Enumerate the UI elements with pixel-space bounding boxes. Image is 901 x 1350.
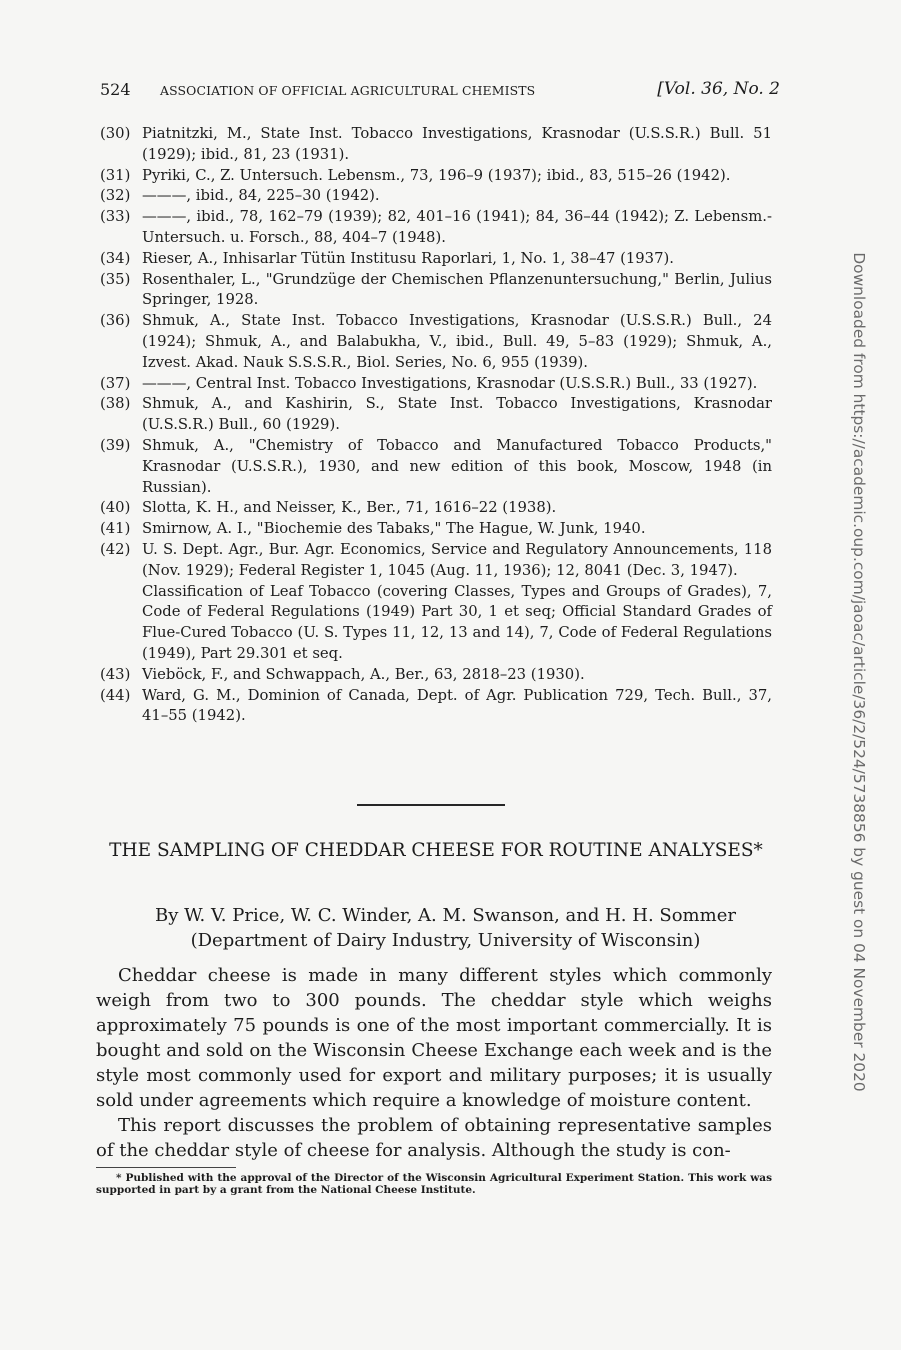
reference-text: ———, ibid., 84, 225–30 (1942).	[142, 187, 380, 205]
section-divider	[357, 804, 505, 806]
reference-item	[100, 374, 772, 395]
reference-number: (32)	[100, 187, 131, 205]
journal-title: ASSOCIATION OF OFFICIAL AGRICULTURAL CHEMISTS	[160, 83, 536, 98]
reference-item	[100, 519, 772, 540]
reference-item	[100, 498, 772, 519]
reference-number: (34)	[100, 249, 131, 267]
reference-number: (41)	[100, 520, 131, 538]
reference-item	[100, 186, 772, 207]
reference-number: (39)	[100, 436, 131, 454]
reference-item	[100, 124, 772, 166]
reference-item	[100, 311, 772, 373]
reference-text: Shmuk, A., "Chemistry of Tobacco and Manufactured Tobacco Products," Krasnodar (U.S.S.R.), 1930, and new edition of this book, Moscow, 1948 (in Russian).	[142, 436, 772, 496]
download-watermark	[844, 252, 874, 1092]
reference-item	[100, 394, 772, 436]
reference-text: Ward, G. M., Dominion of Canada, Dept. of Agr. Publication 729, Tech. Bull., 37, 41–55 (1942).	[142, 686, 772, 725]
reference-item	[100, 436, 772, 498]
reference-text: Pyriki, C., Z. Untersuch. Lebensm., 73, 196–9 (1937); ibid., 83, 515–26 (1942).	[142, 166, 731, 184]
reference-number: (30)	[100, 125, 131, 142]
body-paragraph: Cheddar cheese is made in many different styles which commonly weigh from two to 300 pounds. The cheddar style which weighs approximately 75 pounds is one of the most important commercially. It is bought and sold on the Wisconsin Cheese Exchange each week and is the style most commonly used for export and military purposes; it is usually sold under agreements which require a knowledge of moisture content.	[96, 965, 772, 1111]
reference-item	[100, 166, 772, 187]
reference-number: (31)	[100, 166, 131, 184]
article-byline: By W. V. Price, W. C. Winder, A. M. Swanson, and H. H. Sommer (Department of Dairy Industry, University of Wisconsin)	[155, 905, 736, 951]
body-paragraph: This report discusses the problem of obtaining representative samples of the cheddar style of cheese for analysis. Although the study is con-	[96, 1115, 772, 1161]
reference-subtext: Classification of Leaf Tobacco (covering Classes, Types and Groups of Grades), 7, Code of Federal Regulations (1949) Part 30, 1 et seq; Official Standard Grades of Flue-Cured Tobacco (U. S. Types 11, 12, 13 and 14), 7, Code of Federal Regulations (1949), Part 29.301 et seq.	[142, 582, 772, 662]
reference-text: U. S. Dept. Agr., Bur. Agr. Economics, Service and Regulatory Announcements, 118 (Nov. 1929); Federal Register 1, 1045 (Aug. 11, 1936); 12, 8041 (Dec. 3, 1947).	[142, 540, 772, 579]
reference-number: (33)	[100, 208, 131, 226]
reference-text: Shmuk, A., and Kashirin, S., State Inst. Tobacco Investigations, Krasnodar (U.S.S.R.) Bull., 60 (1929).	[142, 395, 772, 434]
reference-number: (42)	[100, 540, 131, 558]
reference-item	[100, 540, 772, 665]
reference-item	[100, 665, 772, 686]
reference-number: (43)	[100, 665, 131, 683]
reference-number: (35)	[100, 270, 131, 288]
reference-number: (40)	[100, 499, 131, 517]
reference-item	[100, 207, 772, 249]
reference-item	[100, 686, 772, 728]
reference-number: (44)	[100, 686, 131, 704]
volume-info: [Vol. 36, No. 2	[657, 79, 780, 99]
footnote: * Published with the approval of the Director of the Wisconsin Agricultural Experiment Station. This work was supported in part by a grant from the National Cheese Institute.	[96, 1172, 772, 1196]
footnote-rule	[96, 1167, 236, 1168]
reference-item	[100, 270, 772, 312]
reference-text: Vieböck, F., and Schwappach, A., Ber., 63, 2818–23 (1930).	[142, 665, 585, 683]
article-body	[96, 963, 772, 1163]
reference-list	[100, 124, 772, 727]
running-header	[98, 80, 780, 102]
reference-text: Smirnow, A. I., "Biochemie des Tabaks," The Hague, W. Junk, 1940.	[142, 520, 646, 538]
reference-item	[100, 249, 772, 270]
reference-text: ———, Central Inst. Tobacco Investigations, Krasnodar (U.S.S.R.) Bull., 33 (1927).	[142, 374, 758, 392]
article-title: THE SAMPLING OF CHEDDAR CHEESE FOR ROUTINE ANALYSES*	[109, 840, 763, 861]
reference-text: Rosenthaler, L., "Grundzüge der Chemischen Pflanzenuntersuchung," Berlin, Julius Springer, 1928.	[142, 270, 772, 309]
reference-text: Slotta, K. H., and Neisser, K., Ber., 71, 1616–22 (1938).	[142, 499, 557, 517]
reference-text: ———, ibid., 78, 162–79 (1939); 82, 401–16 (1941); 84, 36–44 (1942); Z. Lebensm.-Untersuch. u. Forsch., 88, 404–7 (1948).	[142, 208, 772, 246]
page-number: 524	[100, 80, 131, 99]
reference-text: Rieser, A., Inhisarlar Tütün Institusu Raporlari, 1, No. 1, 38–47 (1937).	[142, 249, 674, 267]
download-watermark-text: Downloaded from https://academic.oup.com/jaoac/article/36/2/524/5738856 by guest on 04 November 2020	[850, 252, 868, 1092]
reference-text: Piatnitzki, M., State Inst. Tobacco Investigations, Krasnodar (U.S.S.R.) Bull. 51 (1929); ibid., 81, 23 (1931).	[142, 125, 772, 163]
reference-number: (36)	[100, 312, 131, 330]
reference-number: (37)	[100, 374, 131, 392]
reference-number: (38)	[100, 395, 131, 413]
reference-text: Shmuk, A., State Inst. Tobacco Investigations, Krasnodar (U.S.S.R.) Bull., 24 (1924); Shmuk, A., and Balabukha, V., ibid., Bull. 49, 5–83 (1929); Shmuk, A., Izvest. Akad. Nauk S.S.S.R., Biol. Series, No. 6, 955 (1939).	[142, 312, 772, 371]
